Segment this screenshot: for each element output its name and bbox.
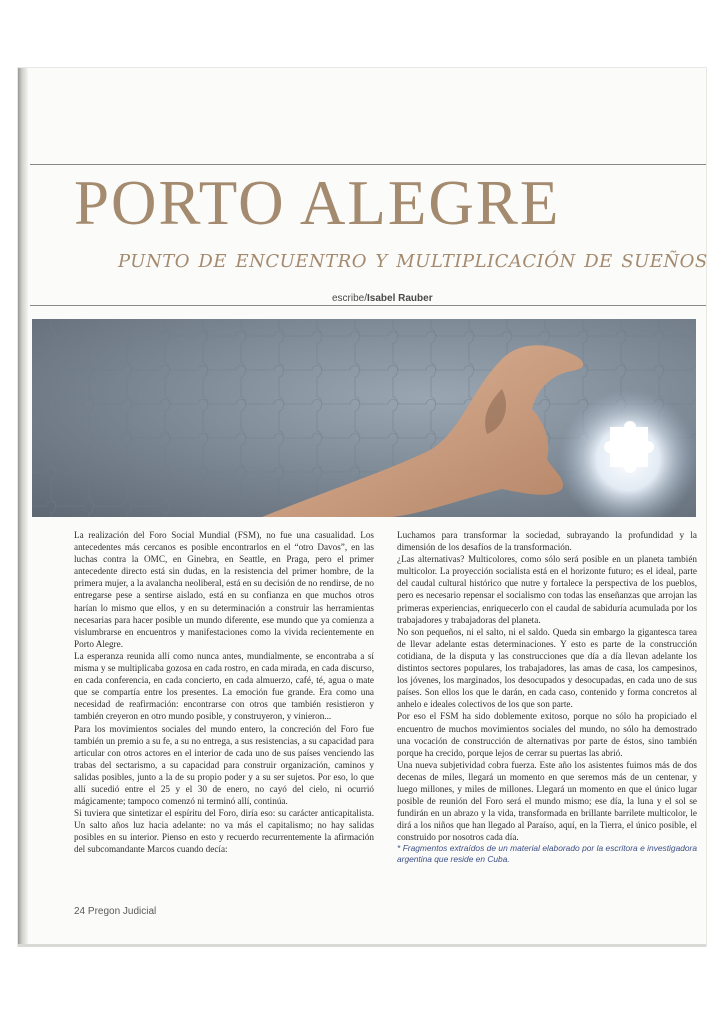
body-paragraph: La realización del Foro Social Mundial (FSM), no fue una casualidad. Los antecedentes más cercanos es posible encontrarlos en el “otro Davos”, en las luchas contra la OMC, en Ginebra, en Seattle, en Praga, pero el primer antecedente directo está sin dudas, en la resistencia del primer hombre, de la primera mujer, a la avalancha neoliberal, está en su decisión de no rendirse, de no entregarse pese a sentirse aislado, está en su confianza en que muchos otros harían lo mismo que ellos, y en su determinación a construir las herramientas necesarias para hacer posible un mundo diferente, ese mundo que ya comienza a vislumbrarse en encuentros y manifestaciones como la vivida recientemente en Porto Alegre. [74, 530, 374, 649]
body-paragraph: ¿Las alternativas? Multicolores, como sólo será posible en un planeta también multicolor. La proyección socialista está en el horizonte futuro; es el ideal, parte del caudal cultural histórico que nutre y fortalece la perspectiva de los pueblos, pero es necesario repensar el socialismo con todas las enseñanzas que arrojan las primeras experiencias, enriquecerlo con el caudal de sabiduría acumulada por los trabajadores y trabajadoras del planeta. [397, 554, 697, 625]
page-bottom-edge [18, 944, 706, 947]
article-title: PORTO ALEGRE [74, 168, 561, 238]
hand-puzzle-photo [32, 319, 696, 517]
body-paragraph: Si tuviera que sintetizar el espíritu del Foro, diría eso: su carácter anticapitalista. Un salto años luz hacia adelante: no va más el capitalismo; no hay salidas posibles en su interior. Pienso en esto y recuerdo recurrentemente la afirmación del subcomandante Marcos cuando decía: [74, 808, 374, 855]
header-rule-top [30, 164, 706, 165]
body-paragraph: La esperanza reunida allí como nunca antes, mundialmente, se encontraba a sí misma y se multiplicaba gozosa en cada rostro, en cada mirada, en cada discurso, en cada conferencia, en cada concierto, en cada almuerzo, café, té, agua o mate que se compartía entre los presentes. La emoción fue grande. Era como una necesidad de reafirmación: encontrarse con otros que también resistieron y también creyeron en otro mundo posible, y construyeron, y vinieron... [74, 650, 374, 722]
byline-prefix: escribe/ [332, 293, 368, 304]
page-binding-shadow [18, 68, 28, 946]
byline [332, 293, 433, 304]
footnote: * Fragmentos extraídos de un material elaborado por la escritora e investigadora argentina que reside en Cuba. [397, 843, 697, 865]
hand-puzzle-illustration [32, 319, 696, 517]
body-paragraph: Para los movimientos sociales del mundo entero, la concreción del Foro fue también un premio a su fe, a su no entrega, a sus resistencias, a su capacidad para articular con otros actores en el interior de cada uno de sus países venciendo las trabas del sectarismo, a su capacidad para construir organización, caminos y salidas posibles, junto a la de su propio poder y a su ser sujetos. Por eso, lo que allí sucedió entre el 25 y el 30 de enero, no cayó del cielo, ni ocurrió mágicamente; tampoco comenzó ni terminó allí, continúa. [74, 723, 374, 807]
article-subtitle: punto de encuentro y multiplicación de sueños [118, 244, 708, 273]
page-footer: 24 Pregon Judicial [74, 906, 157, 917]
body-paragraph: Luchamos para transformar la sociedad, subrayando la profundidad y la dimensión de los desafíos de la transformación. [397, 530, 697, 553]
byline-author: Isabel Rauber [367, 293, 433, 304]
body-paragraph: Una nueva subjetividad cobra fuerza. Este año los asistentes fuimos más de dos decenas de miles, llegará un momento en que seremos más de un centenar, y luego millones, y miles de millones. Llegará un momento en que el único lugar posible de reunión del Foro será el mundo mismo; ese día, la luna y el sol se fundirán en un abrazo y la vida, transformada en brillante barrilete multicolor, le dirá a los niños que han llegado al Paraíso, aquí, en la Tierra, el único posible, el construido por nosotros cada día. [397, 759, 697, 843]
body-paragraph: Por eso el FSM ha sido doblemente exitoso, porque no sólo ha propiciado el encuentro de muchos movimientos sociales del mundo, no sólo ha demostrado una vocación de construcción de alternativas por parte de éstos, sino también porque ha crecido, porque lejos de cerrar su puertas las abrió. [397, 711, 697, 758]
header-rule-bottom [30, 305, 706, 306]
body-column-right [397, 529, 697, 865]
body-column-left [74, 529, 374, 856]
body-paragraph: No son pequeños, ni el salto, ni el saldo. Queda sin embargo la gigantesca tarea de llevar adelante estas determinaciones. Y esto es parte de la construcción cotidiana, de la disputa y las construcciones que día a día llevan adelante los distintos sectores populares, los trabajadores, las amas de casa, los campesinos, los jóvenes, los marginados, los desocupados y desocupadas, en cada uno de sus países. Son ellos los que le darán, en cada caso, contenido y forma concretos al anhelo e ideales colectivos de los que son parte. [397, 626, 697, 710]
